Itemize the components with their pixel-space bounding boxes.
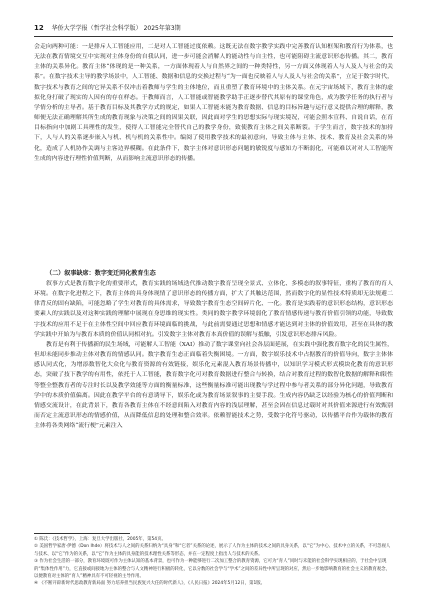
journal-title: 华侨大学学报（哲学社会科学版） 2025年第3期 xyxy=(51,25,181,32)
header-rule xyxy=(34,36,393,37)
paragraph: 教育是有利于传播新的民生场域，可能解人工智能（XAI）推动了数字课堂向社会各层面延展，在实践中强化教育数字化的民生属性，但却未能同步推动主体对教育的情感认同。数字教育生态正面临着失衡困境。一方面，数字娱乐技术中占据教育的价值导向，数字主体体感认同式化，为增添数智化大众化与教育资源的有效链接，娱乐化元素混入教育场景传播中，以知识学习模式形式模块化教育的意识形态，突破了技下教学的有用性，依托于人工智能，教育数字化可对教育数据进行整合与转换，结合对教育过程的数智化数据的解释和限性等整全整教育者的专注时长以及教学效能等方面的衡量标准，这些衡量标准可能出现教与学过程中参与者关系的部分异化问题，导致教育学中的本质价值偏离。因此在教学平台的有意诱导下，娱乐化或为教育场景叙事的主要手段。生成内容仍缺乏以经验为核心的价值判断和情感交流设计，在此背景下，教育各教育主体在不经意间陷入对教育内容的浅层理解，甚至会因在信息过载时对其价值来源进行有效甄别而否定主流意识形态的情感价值，从而降低信息的处理和整合效率。依赖智能技术之势，受数字化符号驱动，以传播平台作为载体的教育主体将各类网络“流行梗”元素注入 xyxy=(34,341,393,430)
body-text-bottom xyxy=(34,279,393,431)
footnote: ④ 《不断开辟新时代思政教育新局面 努力培养担当民族复兴大任的时代新人》，《人民日报》2024年5月12日，第1版。 xyxy=(34,581,266,587)
running-header xyxy=(34,21,393,35)
footnotes xyxy=(34,536,393,588)
section-heading: （二）叙事缺席：数字变迁同化教育生态 xyxy=(46,270,156,277)
footnote: ② 美国哲学家唐·伊德（Don Ihde）将技术与人之间的关系归纳为“具身”和“它者”关系的论述，展示了人作为主体的技术之间的具身关系，以“它”为中心、技术中立的关系，不可忽视人与技术、以“它”作为的关系，以“它”作为主体的具身能的技术理性关系等形态，并在一定程度上指出人与技术的关系。 xyxy=(34,544,391,557)
body-text-top xyxy=(34,42,393,164)
footnote: ① 陈氏：《技术哲学》，上海：复旦大学出版社，2005年，第54页。 xyxy=(34,537,166,542)
footnote: ③ 作为社会生活的一部分，教育环境既可作为主体认知的基本背景，也可作为一种能够进行二次加工整合的教育资源，它可为“育人”同时与未能的社会科学实现相应的，于社会中呈现的“集体性作用”力，它直接或间接地为主体的整合与人文精神进行积极的转化，它以分数的社会学与“学术”之间的差异性中所呈现的对应，然后一步地影响教育的社会主义的教育观念，以便教育对主体的“育人”精神具有不可轻视的主导作用。 xyxy=(34,559,390,580)
paragraph: 会走向两种可能：一是排斥人工智能应用，二是对人工智能过度依赖。这既无法在数字教学实践中完善教育认知框架和教育行为体系，也无法在教育情境交互中实现对主体身份的自我认同，进一步可能会消解人的能动性与自主性，也可能阻碍主流意识形态传播。其二，教育主体的关系异化。教育主体“体现的是一种关系，一方面体现着人与自然界之间的一种类特性，另一方面又体现着人与人及人与社会的关系”。在数字技术主导的教学场景中，人工智能、数据和信息的交换过程与“为一面也反映着人与人及人与社会的关系”，立足于数字时代，数字技术与教育之间的它异关系不仅冲击着教师与学生的主体地位，而且重塑了教育环境中的主体关系。在元宇宙场域下，教育主体的虚拟化身打破了现实的人因有的存在样态。于教师而言，人工智能或智能教学助手正逐步替代其原有的课堂角色，成为教学任务的执行者与学情分析的主导者。基于教育目标及其教学方式的规定，如果人工智能未能为教育数据、信息的目标旨趣与运行意义提供合理的解释，教师便无法正确理解其所生成的教育现象与决策之间的因果关联，因此面对学生的思想实际与现实境况，可能会照本宣科、自说自话，在育目标指向中加剧工具理性的发生，使得人工智能完全替代自己的教学身份，致使教育主体之间关系断裂。于学生而言，数字技术的加持下，人与人的关系逐步嵌入与机、机与机的关系性中。编阅了使用教学技术的最初意向，导致主体与主体、技术、教育及社会关系的异化，造成了人机协作关调与主客边界模糊。在此条件下，数字主体对意识形态问题的敏锐度与感知力不断弱化，可能难以对对人工智能所生成的内容进行理性价值判断，从而影响主流意识形态的传播。 xyxy=(34,44,393,162)
paragraph: 叙事方式是教育数字化的重要形式，教育实践的场域迭代推动数字教育呈现全景式、立体化、多模态的叙事特征，重构了教育的育人环境。在数字化进程之下，教育主体的具身体现情了意识形态的传播方面，扩大了其触达范围，然而数字化的显性技术特质却无法规避二律背反的固有缺陷，可能忽略了学生对教育的具体需求，导致数字教育生态空间碎片化、一化。教育是实践着的意识形态结构，意识形态要素人的实践以及对这种实践的理解中展现在身思维的现实性。类同的数字教学环境弱化了教育情感传递与教育价值引领的功能，导致数字技术的应用不足于在主体性空间中回应教育环境面临的挑战，与此前需要通过思想和情感才能达到对主体的价值效用，甚至在具体的教学实践中开始为与教育本质的价值认同相对抗。引发数字主体对教育本真价值的误解与抵触，引发意识形态排斥风险。 xyxy=(34,281,393,338)
footnote-rule xyxy=(34,533,130,534)
page-number: 12 xyxy=(34,24,44,32)
